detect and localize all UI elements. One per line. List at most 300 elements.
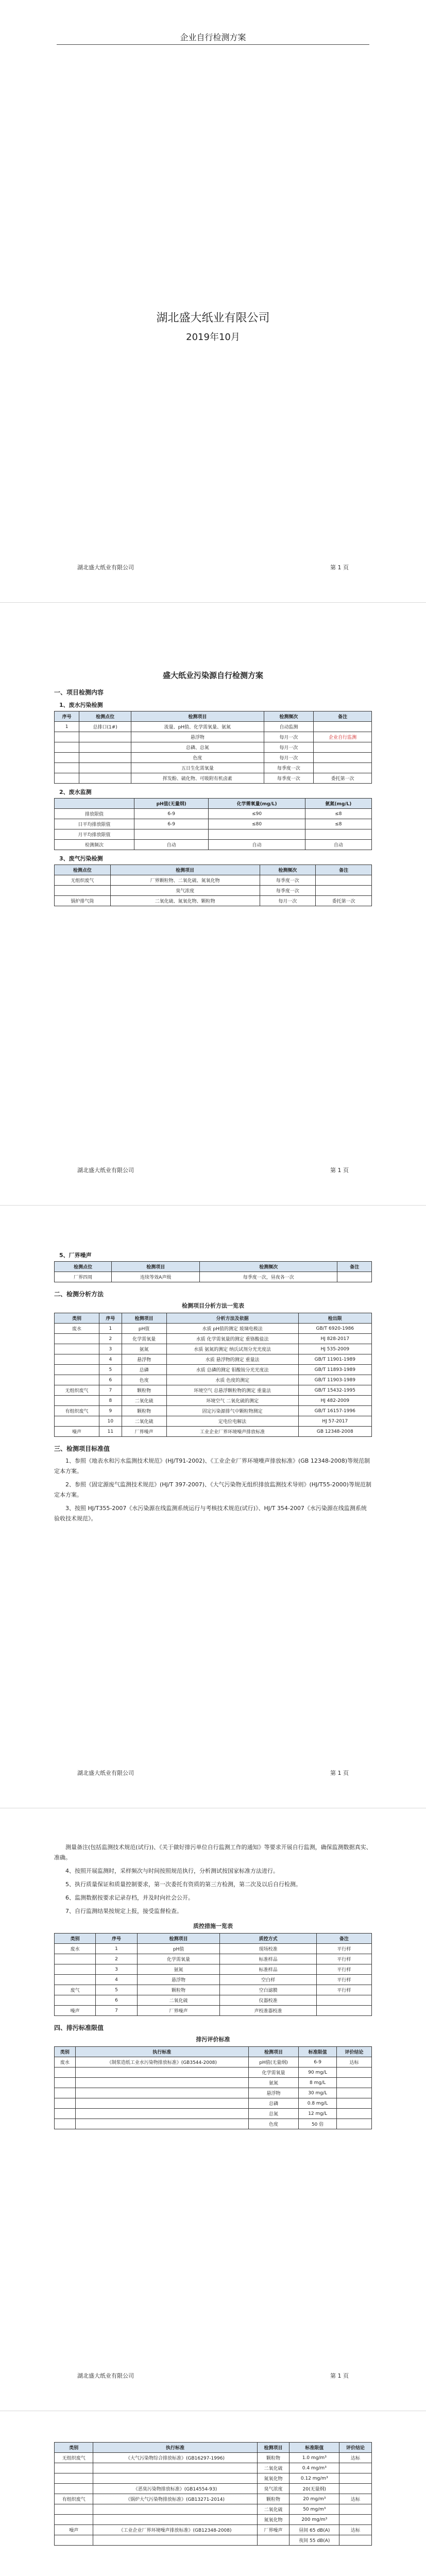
table-header-cell: 序号 (99, 1313, 122, 1324)
table-cell: HJ 828-2017 (298, 1334, 371, 1344)
table-cell (55, 2473, 93, 2484)
limit-row (55, 2109, 372, 2119)
monitor-row (55, 840, 372, 850)
limit-row (55, 2119, 372, 2129)
table-cell: 5 (96, 1985, 137, 1995)
table-cell (79, 742, 131, 753)
table-cell: 色度 (131, 753, 264, 763)
table-cell: 平行样 (316, 1954, 371, 1964)
table-cell: 空白滤膜 (220, 1985, 316, 1995)
table-cell: 水质 悬浮物的测定 重量法 (166, 1354, 298, 1365)
table-cell: 每季度一次，昼夜各一次 (200, 1272, 337, 1282)
table-cell: 达标 (339, 2453, 372, 2463)
table-cell (55, 1375, 99, 1385)
method-row (55, 1396, 372, 1406)
table-cell: 自动监测 (264, 722, 314, 732)
quality-table (54, 1933, 372, 2016)
quality-row (55, 1944, 372, 1954)
table-cell (314, 753, 372, 763)
table-cell (55, 886, 111, 896)
table-cell (93, 2463, 257, 2473)
table-cell: 排放限值 (55, 809, 134, 819)
table-cell (336, 2109, 371, 2119)
table-cell: 有组织废气 (55, 1406, 99, 1416)
page-footer (77, 1166, 349, 1174)
table-cell: 200 mg/m³ (289, 2515, 339, 2525)
table-cell: 总磷 (248, 2098, 299, 2109)
monitor-row (55, 829, 372, 840)
table-cell: 6-9 (134, 819, 209, 829)
standard-paragraphs (54, 1456, 372, 1524)
table-header-cell: 氨氮(mg/L) (305, 799, 371, 809)
table-cell: 废水 (55, 2057, 76, 2067)
table-cell: 无组织废气 (55, 1385, 99, 1396)
table-cell (79, 773, 131, 784)
table-cell (336, 2119, 371, 2129)
table-cell: ≤90 (209, 809, 305, 819)
table-cell: GB/T 11893-1989 (298, 1365, 371, 1375)
table-header-cell: 检测点位 (79, 711, 131, 722)
table-cell: 10 (99, 1416, 122, 1427)
section-2-heading: 二、检测分析方法 (54, 1291, 104, 1298)
limit2-row (55, 2504, 372, 2515)
footer-company: 湖北盛大纸业有限公司 (77, 2372, 134, 2379)
table-cell (55, 2088, 76, 2098)
table-cell (55, 1354, 99, 1365)
table-cell (93, 2535, 257, 2546)
table-header-cell: 检出限 (298, 1313, 371, 1324)
table-cell (75, 2119, 248, 2129)
quality-row (55, 1954, 372, 1964)
page-footer (77, 1769, 349, 1777)
table-cell (55, 2067, 76, 2078)
footer-page: 第 1 页 (330, 564, 349, 571)
table-cell: 6 (99, 1375, 122, 1385)
limit2-row (55, 2494, 372, 2504)
table-cell: 2 (96, 1954, 137, 1964)
table-cell: HJ 57-2017 (298, 1416, 371, 1427)
cover-date: 2019年10月 (186, 332, 240, 343)
water-row (55, 722, 372, 732)
method-row (55, 1385, 372, 1396)
paragraph: 1、参照《地表水和污水监测技术规范》(HJ/T91-2002)、《工业企业厂界环境噪声排放标准》(GB 12348-2008)等规范制定本方案。 (54, 1458, 370, 1475)
noise-table (54, 1261, 372, 1282)
gas-table (54, 865, 372, 906)
table-cell: 氮氧化物 (257, 2473, 289, 2484)
footer-company: 湖北盛大纸业有限公司 (77, 564, 134, 571)
limit-table-title: 排污评价标准 (196, 2036, 230, 2043)
paragraph: 6、监测数据按要求记录存档，并及时向社会公开。 (65, 1894, 194, 1901)
table-cell: GB/T 11901-1989 (298, 1354, 371, 1365)
table-cell: 达标 (339, 2494, 372, 2504)
table-header-cell: 检测项目 (112, 1262, 200, 1272)
table-cell: 每季度一次 (264, 763, 314, 773)
table-cell: 工业企业厂界环境噪声排放标准 (166, 1427, 298, 1437)
table-cell: 2 (99, 1334, 122, 1344)
table-header-cell: 检测频次 (200, 1262, 337, 1272)
page-header: 企业自行检测方案 (180, 32, 246, 42)
table-cell: 连续等效A声级 (112, 1272, 200, 1282)
table-cell: 20 mg/m³ (289, 2494, 339, 2504)
table-cell: 自动 (209, 840, 305, 850)
monitor-table (54, 798, 372, 850)
table-cell: 90 mg/L (299, 2067, 337, 2078)
table-cell: GB 12348-2008 (298, 1427, 371, 1437)
table-cell (55, 1995, 96, 2006)
table-cell (55, 742, 79, 753)
table-cell: 9 (99, 1406, 122, 1416)
table-cell: 总排口(1#) (79, 722, 131, 732)
table-cell: 5 (99, 1365, 122, 1375)
table-cell (339, 2504, 372, 2515)
table-cell: 0.12 mg/m³ (289, 2473, 339, 2484)
table-cell: 6 (96, 1995, 137, 2006)
monitor-row (55, 809, 372, 819)
table-cell: 12 mg/L (299, 2109, 337, 2119)
method-row (55, 1406, 372, 1416)
table-cell (336, 2078, 371, 2088)
table-cell: 水质 pH值的测定 玻璃电极法 (166, 1324, 298, 1334)
table-cell: 1.0 mg/m³ (289, 2453, 339, 2463)
table-cell: 平行样 (316, 1985, 371, 1995)
table-cell (55, 753, 79, 763)
table-cell: 仪器校准 (220, 1995, 316, 2006)
page-footer (77, 2371, 349, 2380)
table-cell: 流量、pH值、化学需氧量、氨氮 (131, 722, 264, 732)
table-cell: 8 (99, 1396, 122, 1406)
table-cell: 20(无量纲) (289, 2484, 339, 2494)
table-cell: 色度 (122, 1375, 166, 1385)
table-cell (209, 829, 305, 840)
section-4-heading: 四、排污标准限值 (54, 2024, 104, 2031)
table-cell: 11 (99, 1427, 122, 1437)
limit2-row (55, 2515, 372, 2525)
table-cell: 1 (96, 1944, 137, 1954)
table-cell: 色度 (248, 2119, 299, 2129)
table-cell: 废气 (55, 1985, 96, 1995)
table-header-cell: 类别 (55, 2047, 76, 2057)
table-cell (314, 722, 372, 732)
table-cell (55, 1954, 96, 1964)
table-cell: 1 (55, 722, 79, 732)
table-cell: 锅炉排气筒 (55, 896, 111, 906)
method-row (55, 1375, 372, 1385)
table-cell (339, 2535, 372, 2546)
table-header-cell (55, 799, 134, 809)
table-cell (75, 2078, 248, 2088)
subsection-gas: 3、废气污染检测 (59, 855, 103, 862)
table-cell: 悬浮物 (122, 1354, 166, 1365)
table-header-cell: 标准限值 (289, 2443, 339, 2453)
water-table (54, 711, 372, 784)
table-cell (93, 2504, 257, 2515)
table-cell: 废水 (55, 1324, 99, 1334)
section-1-heading: 一、项目检测内容 (54, 689, 104, 696)
page-5 (0, 2411, 426, 2576)
table-cell: 0.4 mg/m³ (289, 2463, 339, 2473)
table-cell: 颗粒物 (257, 2494, 289, 2504)
table-header-cell: 类别 (55, 2443, 93, 2453)
table-cell (55, 732, 79, 742)
table-cell: 昼间 65 dB(A) (289, 2525, 339, 2535)
table-cell (93, 2473, 257, 2484)
table-cell: 7 (96, 2006, 137, 2016)
table-cell: 二氧化硫 (257, 2504, 289, 2515)
table-cell (339, 2463, 372, 2473)
monitor-row (55, 819, 372, 829)
table-cell: 颗粒物 (122, 1406, 166, 1416)
table-cell (55, 2504, 93, 2515)
method-table-title: 检测项目分析方法一览表 (182, 1302, 244, 1309)
table-cell: 废水 (55, 1944, 96, 1954)
table-cell: 平行样 (316, 1944, 371, 1954)
table-cell: 自动 (134, 840, 209, 850)
table-cell (75, 2109, 248, 2119)
table-cell (336, 2067, 371, 2078)
paragraph: 4、按照开展监测时，采样频次与时间按照规范执行，分析测试按国家标准方法进行。 (65, 1868, 279, 1874)
page-2 (0, 603, 426, 1206)
table-cell: 《制浆造纸工业水污染物排放标准》(GB3544-2008) (75, 2057, 248, 2067)
limit-row (55, 2078, 372, 2088)
limit-row (55, 2057, 372, 2067)
page3-content (54, 1247, 372, 1527)
table-cell (55, 2515, 93, 2525)
paragraph: 5、执行质量保证和质量控制要求，第一次委托有资质的第三方检测，第二次及以后自行检测。 (65, 1881, 301, 1888)
table-cell: 悬浮物 (137, 1975, 220, 1985)
table-cell: GB/T 11903-1989 (298, 1375, 371, 1385)
table-cell: 厂界颗粒物、二氧化硫、氮氧化物 (110, 875, 260, 886)
table-cell: pH值 (137, 1944, 220, 1954)
limit-table (54, 2046, 372, 2129)
table-cell: 化学需氧量 (248, 2067, 299, 2078)
table-header-cell: 备注 (316, 1934, 371, 1944)
quality-row (55, 1985, 372, 1995)
table-cell: 1 (99, 1324, 122, 1334)
table-cell (339, 2515, 372, 2525)
table-cell (55, 1365, 99, 1375)
table-cell: 环境空气 总悬浮颗粒物的测定 重量法 (166, 1385, 298, 1396)
table-header-cell: 检测点位 (55, 1262, 112, 1272)
table-cell: 现场校准 (220, 1944, 316, 1954)
gas-row (55, 896, 372, 906)
table-cell (75, 2098, 248, 2109)
footer-page: 第 1 页 (330, 1167, 349, 1174)
paragraph: 3、按照 HJ/T355-2007《水污染源在线监测系统运行与考核技术规范(试行)》、HJ/T 354-2007《水污染源在线监测系统验收技术规范》。 (54, 1505, 367, 1522)
table-cell: 噪声 (55, 2006, 96, 2016)
table-header-cell: 备注 (314, 711, 372, 722)
table-cell: ≤8 (305, 819, 371, 829)
table-cell: 每月一次 (260, 896, 316, 906)
table-cell: 月平均排放限值 (55, 829, 134, 840)
table-cell: 总磷 (122, 1365, 166, 1375)
table-cell: 氨氮 (122, 1344, 166, 1354)
table-cell: 30 mg/L (299, 2088, 337, 2098)
table-cell (55, 763, 79, 773)
table-cell: 二氧化硫 (257, 2463, 289, 2473)
method-row (55, 1334, 372, 1344)
table-cell: 二氧化硫 (122, 1396, 166, 1406)
table-cell: 50 mg/m³ (289, 2504, 339, 2515)
notes-paragraphs (54, 1842, 372, 1917)
quality-row (55, 2006, 372, 2016)
table-cell: 水质 色度的测定 (166, 1375, 298, 1385)
table-cell: 固定污染源排气中颗粒物测定 (166, 1406, 298, 1416)
method-row (55, 1344, 372, 1354)
table-cell (314, 763, 372, 773)
table-cell (339, 2473, 372, 2484)
table-cell: 检测频次 (55, 840, 134, 850)
table-cell: 臭气浓度 (110, 886, 260, 896)
table-cell: pH值 (122, 1324, 166, 1334)
table-cell (134, 829, 209, 840)
table-cell: HJ 535-2009 (298, 1344, 371, 1354)
table-cell: 二氧化硫、氮氧化物、颗粒物 (110, 896, 260, 906)
page-3 (0, 1206, 426, 1808)
limit-row (55, 2098, 372, 2109)
table-cell: 有组织废气 (55, 2494, 93, 2504)
table-header-cell: 分析方法及依据 (166, 1313, 298, 1324)
table-header-cell: 检测项目 (110, 865, 260, 875)
table-cell: 4 (99, 1354, 122, 1365)
table-cell: 0.8 mg/L (299, 2098, 337, 2109)
table-cell: 达标 (336, 2057, 371, 2067)
table-header-cell: pH值(无量纲) (134, 799, 209, 809)
table-cell: 6-9 (299, 2057, 337, 2067)
paragraph: 7、自行监测结果按规定上报，接受监督检查。 (65, 1908, 182, 1914)
table-cell (79, 732, 131, 742)
limit-table-2 (54, 2442, 372, 2546)
table-cell: 二氧化硫 (137, 1995, 220, 2006)
table-cell: 50 倍 (299, 2119, 337, 2129)
limit2-row (55, 2525, 372, 2535)
table-cell: 《大气污染物综合排放标准》(GB16297-1996) (93, 2453, 257, 2463)
table-cell: 化学需氧量 (122, 1334, 166, 1344)
table-cell (55, 2463, 93, 2473)
table-cell (257, 2535, 289, 2546)
table-cell (314, 742, 372, 753)
table-cell: 氨氮 (248, 2078, 299, 2088)
table-cell: 声校准器校准 (220, 2006, 316, 2016)
limit-row (55, 2067, 372, 2078)
water-row (55, 763, 372, 773)
table-cell: 挥发酚、硫化物、可吸附有机卤素 (131, 773, 264, 784)
limit2-row (55, 2463, 372, 2473)
subsection-noise: 5、厂界噪声 (59, 1252, 92, 1259)
table-cell (316, 875, 372, 886)
table-cell: 总磷、总氮 (131, 742, 264, 753)
page-4 (0, 1808, 426, 2411)
table-cell: 每月一次 (264, 732, 314, 742)
table-cell: 委托第一次 (314, 773, 372, 784)
table-cell (55, 1344, 99, 1354)
table-header-cell: 标准限值 (299, 2047, 337, 2057)
table-header-cell: 执行标准 (75, 2047, 248, 2057)
gas-row (55, 875, 372, 886)
table-cell: 颗粒物 (122, 1385, 166, 1396)
table-cell (55, 2078, 76, 2088)
table-cell: 《锅炉大气污染物排放标准》(GB13271-2014) (93, 2494, 257, 2504)
method-row (55, 1324, 372, 1334)
table-cell: 总氮 (248, 2109, 299, 2119)
table-cell: 化学需氧量 (137, 1954, 220, 1964)
table-cell: 水质 氨氮的测定 纳氏试剂分光光度法 (166, 1344, 298, 1354)
page2-content (54, 665, 372, 906)
table-header-cell: 检测项目 (248, 2047, 299, 2057)
table-cell (55, 1334, 99, 1344)
limit2-row (55, 2484, 372, 2494)
table-cell: 噪声 (55, 2525, 93, 2535)
table-cell: 无组织废气 (55, 875, 111, 886)
table-cell: 日平均排放限值 (55, 819, 134, 829)
table-cell: 4 (96, 1975, 137, 1985)
table-cell: 标准样品 (220, 1954, 316, 1964)
table-cell: 委托第一次 (316, 896, 372, 906)
table-cell: 8 mg/L (299, 2078, 337, 2088)
table-cell: 标准样品 (220, 1964, 316, 1975)
table-cell (336, 2098, 371, 2109)
table-cell: GB/T 6920-1986 (298, 1324, 371, 1334)
limit2-row (55, 2535, 372, 2546)
subsection-monitoring: 2、废水监测 (59, 789, 92, 795)
footer-company: 湖北盛大纸业有限公司 (77, 1770, 134, 1776)
table-cell: 水质 总磷的测定 钼酸铵分光光度法 (166, 1365, 298, 1375)
table-cell (316, 886, 372, 896)
method-row (55, 1427, 372, 1437)
table-cell: 每季度一次 (264, 773, 314, 784)
table-cell: 平行样 (316, 1975, 371, 1985)
table-cell: 每季度一次 (260, 886, 316, 896)
table-header-cell: 评价结论 (336, 2047, 371, 2057)
table-cell (55, 2119, 76, 2129)
table-cell: 《工业企业厂界环境噪声排放标准》(GB12348-2008) (93, 2525, 257, 2535)
table-cell (305, 829, 371, 840)
table-cell (55, 2484, 93, 2494)
table-cell (339, 2484, 372, 2494)
method-row (55, 1354, 372, 1365)
limit2-row (55, 2473, 372, 2484)
table-cell (55, 1416, 99, 1427)
table-cell: 厂界噪声 (137, 2006, 220, 2016)
table-cell (79, 753, 131, 763)
footer-company: 湖北盛大纸业有限公司 (77, 1167, 134, 1174)
page4-content (54, 1839, 372, 2129)
method-row (55, 1365, 372, 1375)
page-footer (77, 563, 349, 571)
table-cell: 噪声 (55, 1427, 99, 1437)
table-cell (75, 2067, 248, 2078)
table-cell (337, 1272, 372, 1282)
table-header-cell: 执行标准 (93, 2443, 257, 2453)
table-header-cell: 化学需氧量(mg/L) (209, 799, 305, 809)
table-cell (55, 1975, 96, 1985)
table-cell (55, 773, 79, 784)
water-row (55, 753, 372, 763)
table-cell: 3 (96, 1964, 137, 1975)
table-cell: GB/T 16157-1996 (298, 1406, 371, 1416)
table-cell (55, 2098, 76, 2109)
table-cell (75, 2088, 248, 2098)
table-cell: 平行样 (316, 1964, 371, 1975)
subsection-wastewater: 1、废水污染检测 (59, 702, 103, 708)
table-cell: 氨氮 (137, 1964, 220, 1975)
table-header-cell: 质控方式 (220, 1934, 316, 1944)
page5-content (54, 2442, 372, 2546)
table-cell: 达标 (339, 2525, 372, 2535)
table-cell: 二氧化硫 (122, 1416, 166, 1427)
table-cell (55, 1964, 96, 1975)
paragraph: 测量备注(包括监测技术规范(试行))、《关于做好排污单位自行监测工作的通知》等要求开展自行监测，确保监测数据真实、准确。 (54, 1844, 372, 1861)
paragraph: 2、参照《固定源废气监测技术规范》(HJ/T 397-2007)、《大气污染物无组织排放监测技术导则》(HJ/T55-2000)等规范制定本方案。 (54, 1481, 371, 1498)
